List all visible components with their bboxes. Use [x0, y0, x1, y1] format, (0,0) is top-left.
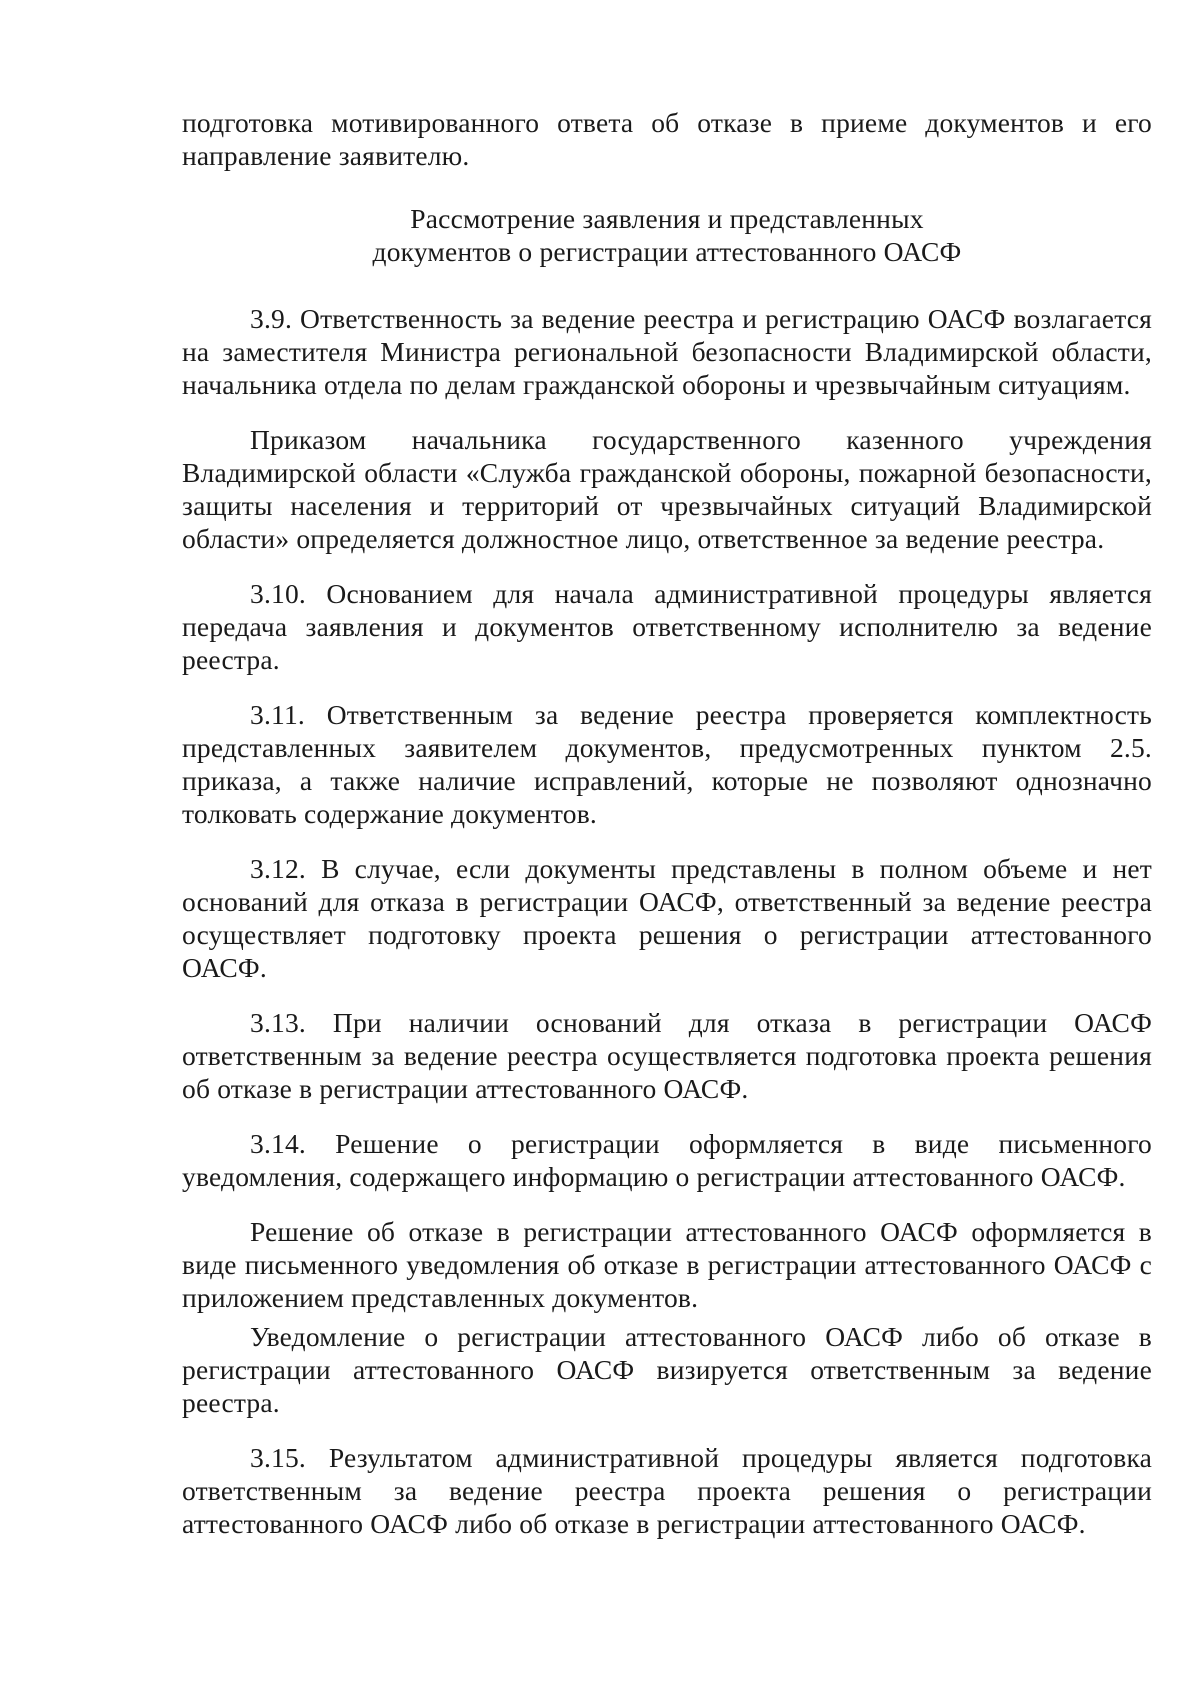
paragraph-3-11: 3.11. Ответственным за ведение реестра проверяется комплектность представленных заявителем документов, предусмотренных пунктом 2.5. приказа, а также наличие исправлений, которые не позволяют однозначно толковать содержание документов. [182, 699, 1152, 829]
paragraph-3-12: 3.12. В случае, если документы представлены в полном объеме и нет оснований для отказа в регистрации ОАСФ, ответственный за ведение реестра осуществляет подготовку проекта решения о регистрации аттестованного ОАСФ. [182, 853, 1152, 983]
intro-paragraph: подготовка мотивированного ответа об отказе в приеме документов и его направление заявителю. [182, 107, 1152, 171]
paragraph-notification-endorsement: Уведомление о регистрации аттестованного ОАСФ либо об отказе в регистрации аттестованного ОАСФ визируется ответственным за ведение реестра. [182, 1321, 1152, 1418]
section-heading [182, 202, 1152, 268]
paragraph-3-10: 3.10. Основанием для начала административной процедуры является передача заявления и документов ответственному исполнителю за ведение реестра. [182, 578, 1152, 675]
paragraph-order-responsible: Приказом начальника государственного казенного учреждения Владимирской области «Служба гражданской обороны, пожарной безопасности, защиты населения и территорий от чрезвычайных ситуаций Владимирской области» определяется должностное лицо, ответственное за ведение реестра. [182, 424, 1152, 554]
paragraph-3-9: 3.9. Ответственность за ведение реестра и регистрацию ОАСФ возлагается на заместителя Министра региональной безопасности Владимирской области, начальника отдела по делам гражданской обороны и чрезвычайным ситуациям. [182, 303, 1152, 400]
paragraph-3-13: 3.13. При наличии оснований для отказа в регистрации ОАСФ ответственным за ведение реестра осуществляется подготовка проекта решения об отказе в регистрации аттестованного ОАСФ. [182, 1007, 1152, 1104]
section-heading-line-2: документов о регистрации аттестованного ОАСФ [372, 236, 962, 267]
paragraph-3-15: 3.15. Результатом административной процедуры является подготовка ответственным за ведение реестра проекта решения о регистрации аттестованного ОАСФ либо об отказе в регистрации аттестованного ОАСФ. [182, 1442, 1152, 1539]
paragraph-refusal-decision: Решение об отказе в регистрации аттестованного ОАСФ оформляется в виде письменного уведомления об отказе в регистрации аттестованного ОАСФ с приложением представленных документов. [182, 1216, 1152, 1313]
document-body [182, 106, 1152, 1562]
paragraph-3-14: 3.14. Решение о регистрации оформляется в виде письменного уведомления, содержащего информацию о регистрации аттестованного ОАСФ. [182, 1128, 1152, 1192]
section-heading-line-1: Рассмотрение заявления и представленных [410, 203, 924, 234]
